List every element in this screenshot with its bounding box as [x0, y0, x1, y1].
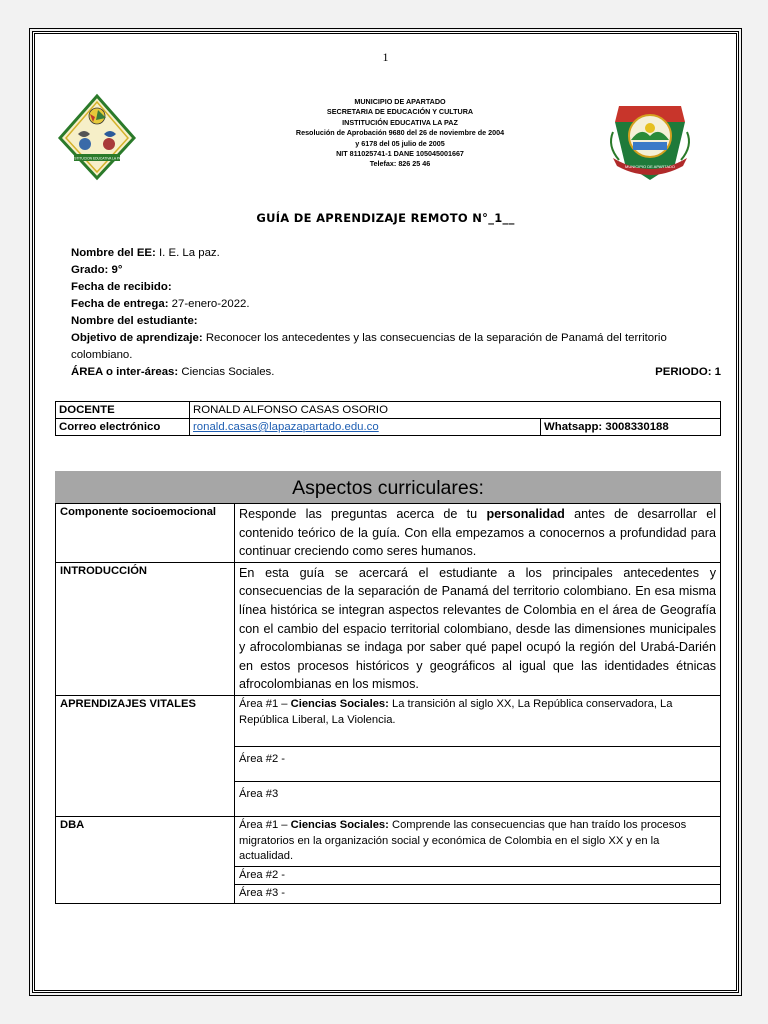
- nombre-estudiante-label: Nombre del estudiante:: [71, 315, 198, 327]
- whatsapp: Whatsapp: 3008330188: [541, 419, 721, 436]
- meta-objetivo: [71, 330, 721, 364]
- intro-text: En esta guía se acercará el estudiante a los principales antecedentes y consecuencias de la separación de Panamá del territorio colombiano. En esa misma línea histórica se integran aspectos relevantes de Colombia en el área de Geografía con el cambio del espacio territorial colombiano, desde las dimensiones municipales y afrocolombianas se indaga por saber qué papel ocupó la región del Urabá-Darién en estos procesos históricos y geográficos al igual que las identidades étnicas afrocolombianas en los mismos.: [235, 562, 721, 695]
- aprend-area3: Área #3: [235, 781, 721, 816]
- grado-label: Grado:: [71, 264, 109, 276]
- meta-fecha-entrega: [71, 296, 721, 313]
- header-line: y 6178 del 05 julio de 2005: [355, 138, 445, 148]
- aprend-area1-prefix: Área #1 –: [239, 697, 291, 710]
- meta-grado: [71, 262, 721, 279]
- curricular-section: [55, 471, 721, 904]
- table-row: [56, 562, 721, 695]
- meta-fecha-recibido: [71, 279, 721, 296]
- right-logo-text: MUNICIPIO DE APARTADO: [624, 164, 676, 169]
- guide-title: GUÍA DE APRENDIZAJE REMOTO N°_1__: [256, 211, 515, 225]
- nombre-ee-label: Nombre del EE:: [71, 247, 156, 259]
- nombre-ee-value: I. E. La paz.: [155, 247, 220, 259]
- docente-label: DOCENTE: [56, 402, 190, 419]
- email-link[interactable]: ronald.casas@lapazapartado.edu.co: [193, 421, 379, 433]
- docente-value: RONALD ALFONSO CASAS OSORIO: [190, 402, 721, 419]
- header-line: SECRETARIA DE EDUCACIÓN Y CULTURA: [326, 107, 474, 117]
- aprend-area2: Área #2 -: [235, 746, 721, 781]
- dba-area1: [235, 816, 721, 866]
- meta-nombre-ee: [71, 245, 721, 262]
- dba-area1-prefix: Área #1 –: [239, 818, 291, 831]
- aprend-label: APRENDIZAJES VITALES: [56, 695, 235, 816]
- curricular-table: [55, 503, 721, 904]
- teacher-table: [55, 401, 721, 436]
- objetivo-value: Reconocer los antecedentes y las consecuencias de la separación de Panamá del territorio colombiano.: [71, 332, 667, 361]
- socio-text: [235, 504, 721, 563]
- area-value: Ciencias Sociales.: [178, 366, 275, 378]
- municipal-seal-logo: [605, 92, 695, 184]
- header-line: NIT 811025741-1 DANE 105045001667: [336, 149, 464, 159]
- fecha-entrega-label: Fecha de entrega:: [71, 298, 169, 310]
- correo-cell: [190, 419, 541, 436]
- objetivo-label: Objetivo de aprendizaje:: [71, 332, 203, 344]
- document-page: [32, 31, 739, 993]
- institution-header: [235, 97, 565, 170]
- fecha-recibido-label: Fecha de recibido:: [71, 281, 172, 293]
- periodo: PERIODO: 1: [655, 366, 721, 378]
- dba-area3: Área #3 -: [235, 885, 721, 904]
- page-number: 1: [382, 50, 389, 64]
- header-line: INSTITUCIÓN EDUCATIVA LA PAZ: [342, 117, 458, 127]
- socio-pre: Responde las preguntas acerca de tu: [239, 507, 487, 521]
- fecha-entrega-value: 27-enero-2022.: [168, 298, 250, 310]
- table-row: [56, 504, 721, 563]
- header-line: Resolución de Aprobación 9680 del 26 de noviembre de 2004: [295, 128, 505, 138]
- socio-post: antes de desarrollar el contenido teórico de la guía. Con ella empezamos a conocernos a profundidad para continuar creciendo como seres humanos.: [239, 507, 716, 559]
- socio-bold: personalidad: [486, 507, 565, 521]
- table-row: [56, 402, 721, 419]
- aprend-area1-bold: Ciencias Sociales:: [290, 697, 389, 710]
- intro-label: INTRODUCCIÓN: [56, 562, 235, 695]
- dba-label: DBA: [56, 816, 235, 903]
- dba-area2: Área #2 -: [235, 866, 721, 885]
- grado-value: 9°: [108, 264, 123, 276]
- meta-nombre-estudiante: [71, 313, 721, 330]
- meta-area: [71, 364, 721, 381]
- header-line: Telefax: 826 25 46: [369, 159, 431, 169]
- school-shield-logo: [56, 92, 138, 182]
- table-row: [56, 816, 721, 866]
- table-row: [56, 695, 721, 746]
- curricular-heading: Aspectos curriculares:: [55, 471, 721, 503]
- guide-metadata: [71, 245, 721, 381]
- left-logo-text: INSTITUCION EDUCATIVA LA PAZ: [70, 156, 124, 161]
- table-row: [56, 419, 721, 436]
- dba-area1-text: Comprende las consecuencias que han traído los procesos migratorios en la organización social y económica de Colombia en el siglo XX y en la actualidad.: [239, 818, 687, 863]
- aprend-area1: [235, 695, 721, 746]
- aprend-area1-text: La transición al siglo XX, La República conservadora, La República Liberal, La Violencia.: [239, 697, 673, 726]
- correo-label: Correo electrónico: [56, 419, 190, 436]
- area-label: ÁREA o inter-áreas:: [71, 366, 179, 378]
- dba-area1-bold: Ciencias Sociales:: [290, 818, 389, 831]
- header-line: MUNICIPIO DE APARTADO: [354, 97, 446, 106]
- socio-label: Componente socioemocional: [56, 504, 235, 563]
